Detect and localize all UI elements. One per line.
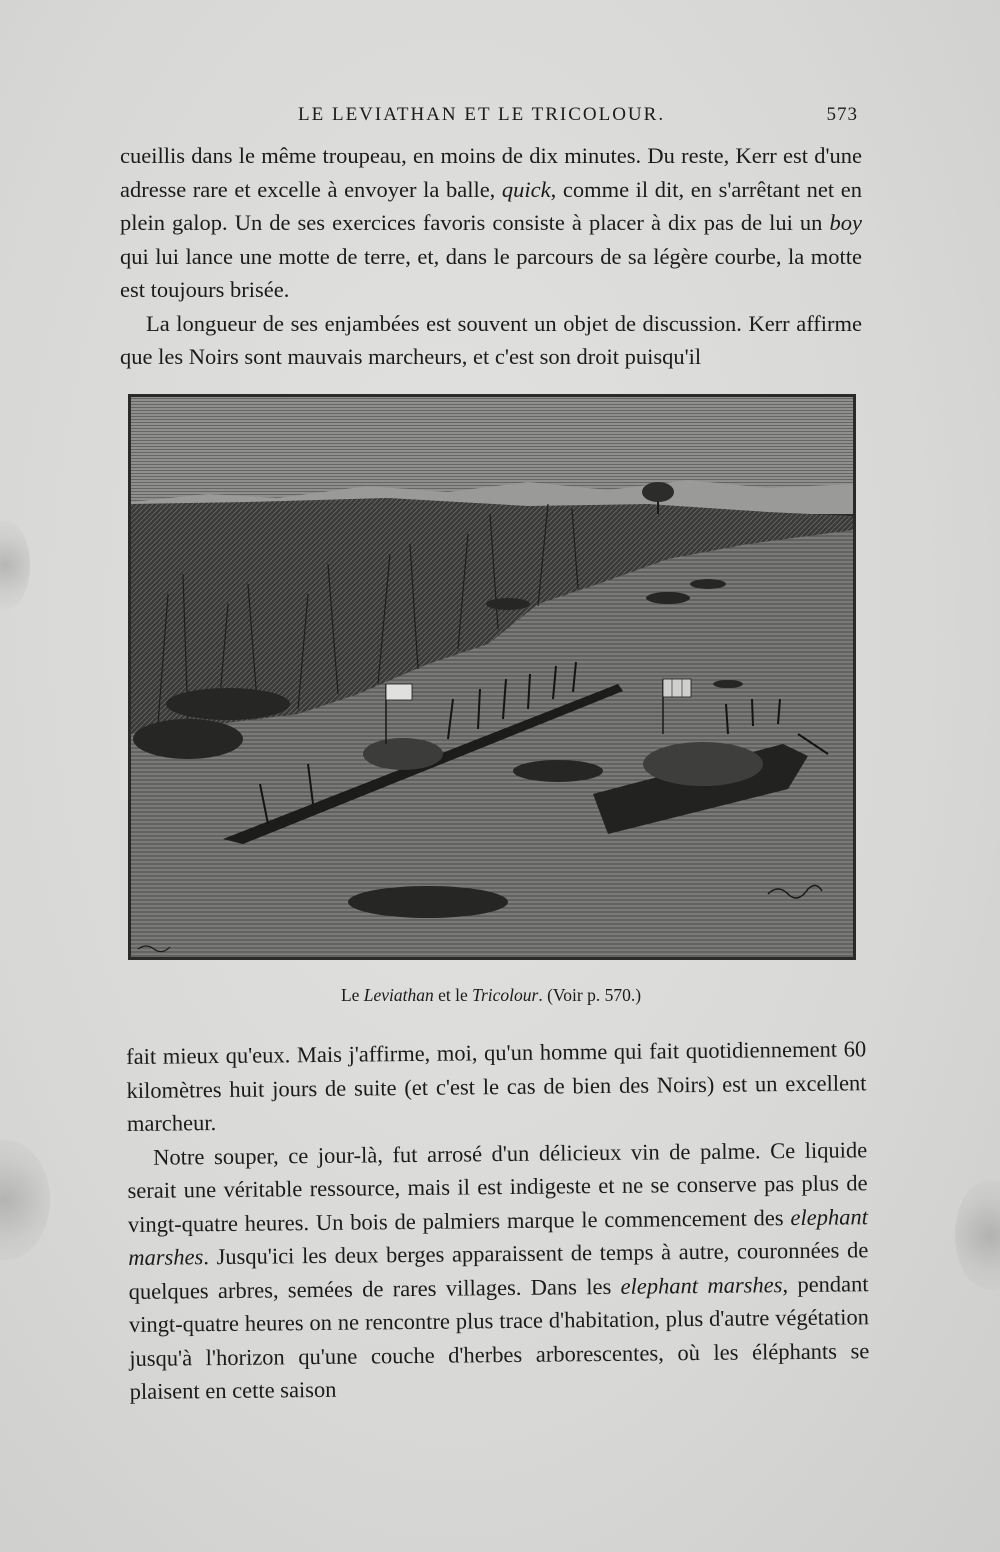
- boat-cargo: [643, 742, 763, 786]
- page-stain: [0, 520, 30, 610]
- text-block-bottom: [126, 1032, 870, 1408]
- flag: [386, 684, 412, 700]
- hippo: [646, 592, 690, 604]
- italic-text: Tricolour: [472, 985, 539, 1005]
- figure-caption: [120, 985, 862, 1006]
- text-block-top: [120, 139, 862, 374]
- italic-text: elephant marshes: [620, 1271, 783, 1299]
- hippo: [513, 760, 603, 782]
- text-run: cueillis dans le même troupeau, en moins de dix minutes. Du reste, Kerr est d'une adresse rare et excelle à envoyer la balle,: [120, 143, 862, 202]
- page-number: 573: [826, 104, 858, 125]
- paragraph: [120, 307, 862, 374]
- text-run: . Jusqu'ici les deux berges apparaissent de temps à autre, couronnées de quelques arbres, semées de rares villages. Dans les: [128, 1237, 869, 1304]
- paragraph: [126, 1032, 867, 1140]
- flag: [663, 679, 691, 697]
- engraving-illustration: [128, 394, 856, 960]
- canoe-cargo: [363, 738, 443, 770]
- paragraph: [127, 1133, 870, 1409]
- text-run: La longueur de ses enjambées est souvent un objet de discussion. Kerr affirme que les Noirs sont mauvais marcheurs, et c'est son droit puisqu'il: [120, 310, 862, 369]
- hippo: [133, 719, 243, 759]
- page-stain: [0, 1140, 50, 1260]
- hippo: [486, 598, 530, 610]
- running-head-title: LE LEVIATHAN ET LE TRICOLOUR.: [298, 104, 666, 125]
- hippo: [690, 579, 726, 589]
- page-stain: [955, 1180, 1000, 1290]
- italic-text: Leviathan: [363, 985, 434, 1005]
- text-run: Le: [340, 985, 364, 1005]
- italic-text: quick: [501, 176, 551, 202]
- paragraph: [120, 139, 862, 307]
- hippo: [348, 886, 508, 918]
- text-run: Notre souper, ce jour-là, fut arrosé d'un délicieux vin de palme. Ce liquide serait une véritable ressource, mais il est indigeste et ne se conserve pas plus de vingt-quatre heures. Un bois de palmiers marque le commencement des: [127, 1136, 868, 1237]
- text-run: , pendant vingt-quatre heures on ne rencontre plus trace d'habitation, plus d'autre végétation jusqu'à l'horizon qu'une couche d'herbes arborescentes, où les éléphants se plaisent en cette saison: [128, 1270, 870, 1404]
- italic-text: elephant marshes: [128, 1203, 869, 1270]
- italic-text: boy: [829, 210, 862, 235]
- text-run: , comme il dit, en s'arrêtant net en plein galop. Un de ses exercices favoris consiste à placer à dix pas de lui un: [120, 176, 862, 235]
- text-run: qui lui lance une motte de terre, et, dans le parcours de sa légère courbe, la motte est toujours brisée.: [120, 243, 862, 302]
- text-run: fait mieux qu'eux. Mais j'affirme, moi, qu'un homme qui fait quotidiennement 60 kilomètres huit jours de suite (et c'est le cas de bien des Noirs) est un excellent marcheur.: [126, 1036, 867, 1136]
- hippo: [166, 688, 290, 720]
- text-run: . (Voir p. 570.): [538, 985, 642, 1005]
- hippo: [713, 680, 743, 688]
- text-run: et le: [433, 985, 473, 1005]
- running-head: [120, 104, 860, 134]
